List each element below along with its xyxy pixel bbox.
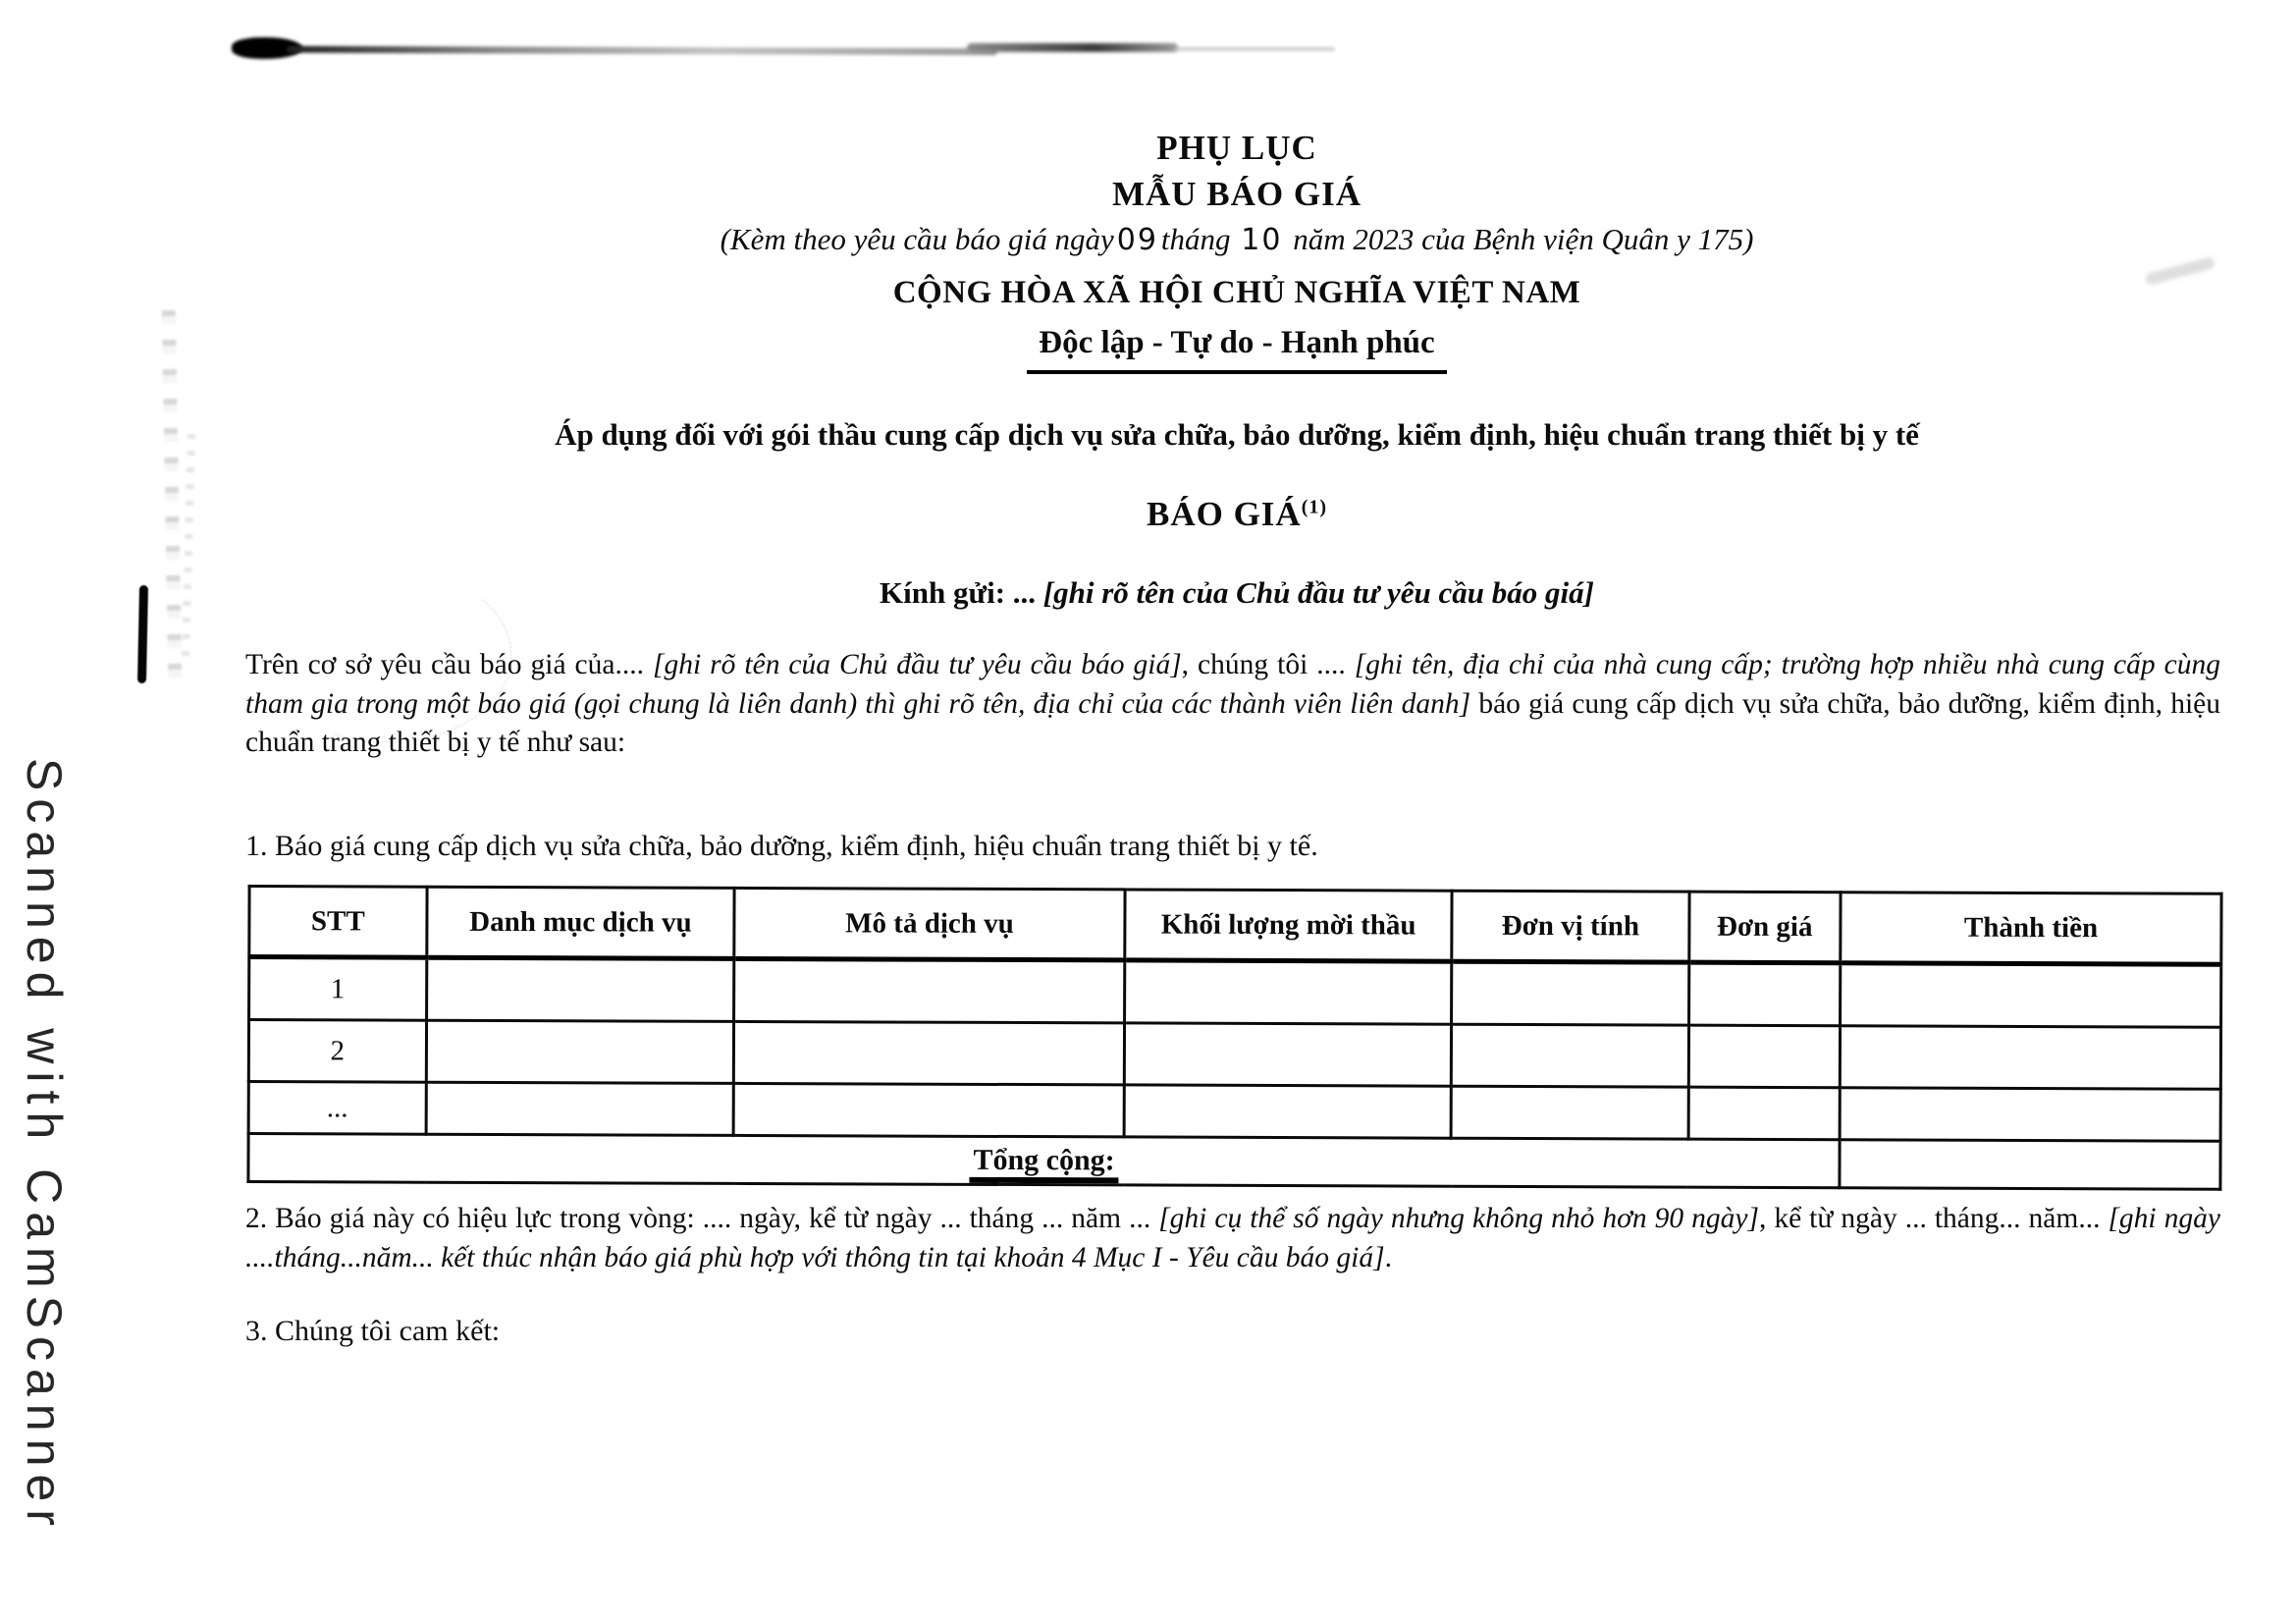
cell-khoi-luong xyxy=(1124,1085,1452,1138)
column-header-khoi-luong: Khối lượng mời thầu xyxy=(1125,890,1453,961)
quotation-table xyxy=(246,885,2222,1191)
intro-text: Trên cơ sở yêu cầu báo giá của.... xyxy=(245,649,653,680)
cell-stt: 2 xyxy=(248,1020,426,1083)
intro-placeholder: [ghi tên, địa chỉ của nhà cung cấp; trường hợp nhiều nhà cung cấp cùng tham gia trong một báo giá (gọi chung là liên danh) thì ghi rõ tên, địa chỉ của các thành viên liên danh] xyxy=(245,649,2220,720)
cell-don-gia xyxy=(1688,962,1841,1026)
table-header-row xyxy=(249,887,2221,965)
cell-danh-muc xyxy=(426,957,734,1021)
total-label-cell xyxy=(248,1134,1840,1188)
intro-placeholder: [ghi rõ tên của Chủ đầu tư yêu cầu báo giá] xyxy=(653,649,1182,680)
salutation-label: Kính gửi: ... xyxy=(880,575,1043,610)
handwritten-month: 10 xyxy=(1241,223,1283,257)
table-total-row xyxy=(248,1134,2220,1190)
appendix-title: PHỤ LỤC xyxy=(1156,129,1317,167)
cell-danh-muc xyxy=(426,1082,734,1135)
scan-smudge-artifact xyxy=(287,46,997,56)
handwritten-day: 09 xyxy=(1116,223,1158,257)
column-header-mo-ta: Mô tả dịch vụ xyxy=(734,888,1125,960)
scan-smudge-artifact xyxy=(1173,47,1335,51)
scope-line: Áp dụng đối với gói thầu cung cấp dịch vụ sửa chữa, bảo dưỡng, kiểm định, hiệu chuẩn trang thiết bị y tế xyxy=(555,417,1919,452)
column-header-don-vi: Đơn vị tính xyxy=(1452,891,1688,962)
intro-text: báo giá cung cấp dịch vụ sửa chữa, bảo dưỡng, kiểm định, hiệu chuẩn trang thiết bị y tế như sau: xyxy=(245,687,2220,758)
document-title xyxy=(245,495,2228,534)
cell-thanh-tien xyxy=(1841,963,2221,1027)
salutation-line xyxy=(245,575,2228,611)
cell-danh-muc xyxy=(426,1020,734,1083)
ink-bleed-artifact xyxy=(182,422,196,668)
total-value-cell xyxy=(1840,1140,2220,1189)
cell-thanh-tien xyxy=(1840,1088,2220,1141)
total-label: Tổng cộng: xyxy=(969,1144,1118,1184)
document-title-text: BÁO GIÁ xyxy=(1146,495,1302,533)
date-suffix: năm 2023 của Bệnh viện Quân y 175) xyxy=(1293,222,1754,256)
column-header-danh-muc: Danh mục dịch vụ xyxy=(427,887,735,958)
form-title: MẪU BÁO GIÁ xyxy=(1111,175,1362,213)
date-mid: tháng xyxy=(1160,222,1231,256)
section2-paragraph xyxy=(245,1200,2220,1277)
cell-don-vi xyxy=(1452,1086,1688,1139)
cell-mo-ta xyxy=(733,1083,1124,1137)
ink-mark-artifact xyxy=(137,585,148,683)
section2-placeholder: [ghi ngày ....tháng...năm... kết thúc nhận báo giá phù hợp với thông tin tại khoản 4 Mục I - Yêu cầu báo giá] xyxy=(245,1203,2220,1273)
ink-bleed-artifact xyxy=(162,295,183,687)
cell-don-gia xyxy=(1688,1025,1841,1088)
motto-underlined-text: Độc lập - Tự do - Hạnh phúc xyxy=(1027,325,1446,374)
national-motto-line2 xyxy=(245,325,2228,374)
scan-smudge-artifact xyxy=(967,43,1178,52)
column-header-don-gia: Đơn giá xyxy=(1688,892,1841,963)
section2-text: , kể từ ngày ... tháng... năm... xyxy=(1758,1203,2109,1234)
camscanner-watermark: Scanned with CamScanner xyxy=(17,758,72,1534)
table-row xyxy=(248,1020,2220,1090)
date-prefix: (Kèm theo yêu cầu báo giá ngày xyxy=(720,222,1114,256)
section2-text: . xyxy=(1384,1241,1392,1273)
column-header-thanh-tien: Thành tiền xyxy=(1841,893,2221,964)
cell-mo-ta xyxy=(733,1021,1124,1085)
cell-don-vi xyxy=(1452,1024,1688,1087)
cell-mo-ta xyxy=(734,958,1125,1023)
national-motto-line1: CỘNG HÒA XÃ HỘI CHỦ NGHĨA VIỆT NAM xyxy=(892,275,1581,310)
cell-thanh-tien xyxy=(1841,1026,2221,1089)
intro-text: , chúng tôi .... xyxy=(1181,649,1355,680)
section3-heading: 3. Chúng tôi cam kết: xyxy=(245,1315,501,1347)
table-row xyxy=(248,1082,2220,1142)
cell-stt: ... xyxy=(248,1082,426,1135)
section2-text: 2. Báo giá này có hiệu lực trong vòng: .... ngày, kể từ ngày ... tháng ... năm ... xyxy=(245,1203,1159,1234)
section2-placeholder: [ghi cụ thể số ngày nhưng không nhỏ hơn 90 ngày] xyxy=(1158,1203,1759,1234)
cell-khoi-luong xyxy=(1124,1023,1452,1086)
cell-don-vi xyxy=(1452,961,1688,1025)
intro-paragraph xyxy=(245,646,2220,763)
cell-don-gia xyxy=(1688,1087,1841,1140)
salutation-placeholder: [ghi rõ tên của Chủ đầu tư yêu cầu báo giá] xyxy=(1042,575,1594,610)
column-header-stt: STT xyxy=(249,887,427,958)
date-reference-line xyxy=(245,222,2228,257)
cell-khoi-luong xyxy=(1125,960,1453,1024)
cell-stt: 1 xyxy=(249,957,427,1021)
table-row xyxy=(249,957,2221,1028)
footnote-marker: (1) xyxy=(1301,496,1328,518)
section1-heading: 1. Báo giá cung cấp dịch vụ sửa chữa, bảo dưỡng, kiểm định, hiệu chuẩn trang thiết bị y tế. xyxy=(245,830,1318,862)
